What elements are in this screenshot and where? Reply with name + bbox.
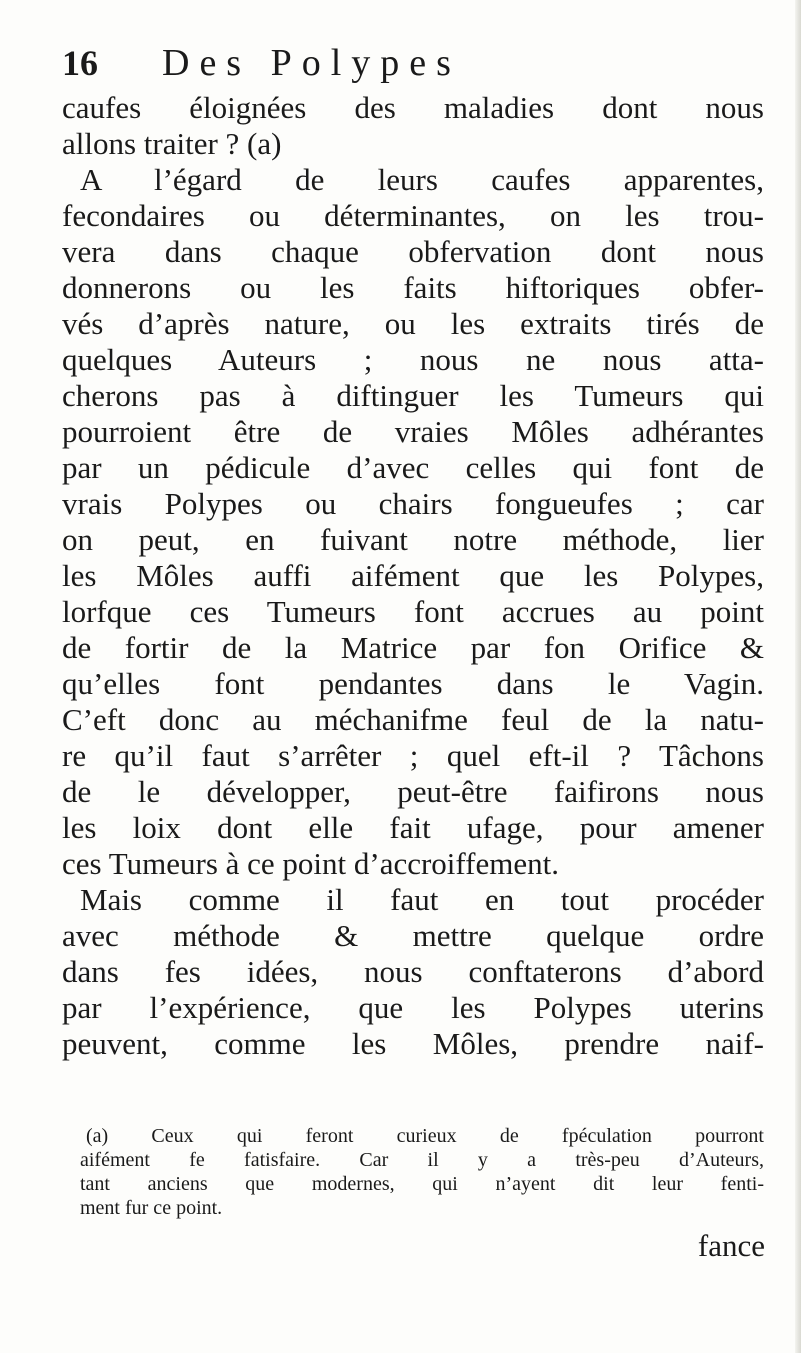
- footnote-line: ment fur ce point.: [80, 1197, 223, 1219]
- page-header: [62, 40, 762, 90]
- body-line: cherons pas à diftinguer les Tumeurs qui: [62, 378, 764, 413]
- body-line: les loix dont elle fait ufage, pour amener: [62, 810, 764, 845]
- footnote: [80, 1124, 764, 1220]
- body-line: dans fes idées, nous conftaterons d’abord: [62, 954, 764, 989]
- footnote-line: aifément fe fatisfaire. Car il y a très-peu d’Auteurs,: [80, 1149, 764, 1171]
- body-line: allons traiter ? (a): [62, 126, 282, 161]
- body-line: re qu’il faut s’arrêter ; quel eft-il ? Tâchons: [62, 738, 764, 773]
- body-line: de fortir de la Matrice par fon Orifice &: [62, 630, 764, 665]
- body-line: quelques Auteurs ; nous ne nous atta-: [62, 342, 764, 377]
- body-line: par l’expérience, que les Polypes uterins: [62, 990, 764, 1025]
- body-line: ces Tumeurs à ce point d’accroiffement.: [62, 846, 559, 881]
- body-line: A l’égard de leurs caufes apparentes,: [80, 162, 764, 197]
- body-line: on peut, en fuivant notre méthode, lier: [62, 522, 764, 557]
- body-line: les Môles auffi aifément que les Polypes,: [62, 558, 764, 593]
- catchword: fance: [697, 1228, 765, 1263]
- body-line: avec méthode & mettre quelque ordre: [62, 918, 764, 953]
- body-line: caufes éloignées des maladies dont nous: [62, 90, 764, 125]
- body-line: vera dans chaque obfervation dont nous: [62, 234, 764, 269]
- running-head: Des Polypes: [162, 42, 461, 84]
- body-line: vés d’après nature, ou les extraits tirés de: [62, 306, 764, 341]
- footnote-line: (a) Ceux qui feront curieux de fpéculation pourront: [86, 1125, 764, 1147]
- body-line: C’eft donc au méchanifme feul de la natu-: [62, 702, 764, 737]
- body-line: donnerons ou les faits hiftoriques obfer-: [62, 270, 764, 305]
- body-text: [62, 90, 764, 1062]
- page-edge-shadow: [795, 0, 801, 1353]
- body-line: qu’elles font pendantes dans le Vagin.: [62, 666, 764, 701]
- page-number: 16: [62, 43, 98, 83]
- body-line: lorfque ces Tumeurs font accrues au point: [62, 594, 764, 629]
- body-line: fecondaires ou déterminantes, on les trou-: [62, 198, 764, 233]
- body-line: de le développer, peut-être faifirons nous: [62, 774, 764, 809]
- body-line: vrais Polypes ou chairs fongueufes ; car: [62, 486, 764, 521]
- body-line: par un pédicule d’avec celles qui font de: [62, 450, 764, 485]
- body-line: pourroient être de vraies Môles adhérantes: [62, 414, 764, 449]
- body-line: peuvent, comme les Môles, prendre naif-: [62, 1026, 764, 1061]
- footnote-line: tant anciens que modernes, qui n’ayent dit leur fenti-: [80, 1173, 764, 1195]
- body-line: Mais comme il faut en tout procéder: [80, 882, 764, 917]
